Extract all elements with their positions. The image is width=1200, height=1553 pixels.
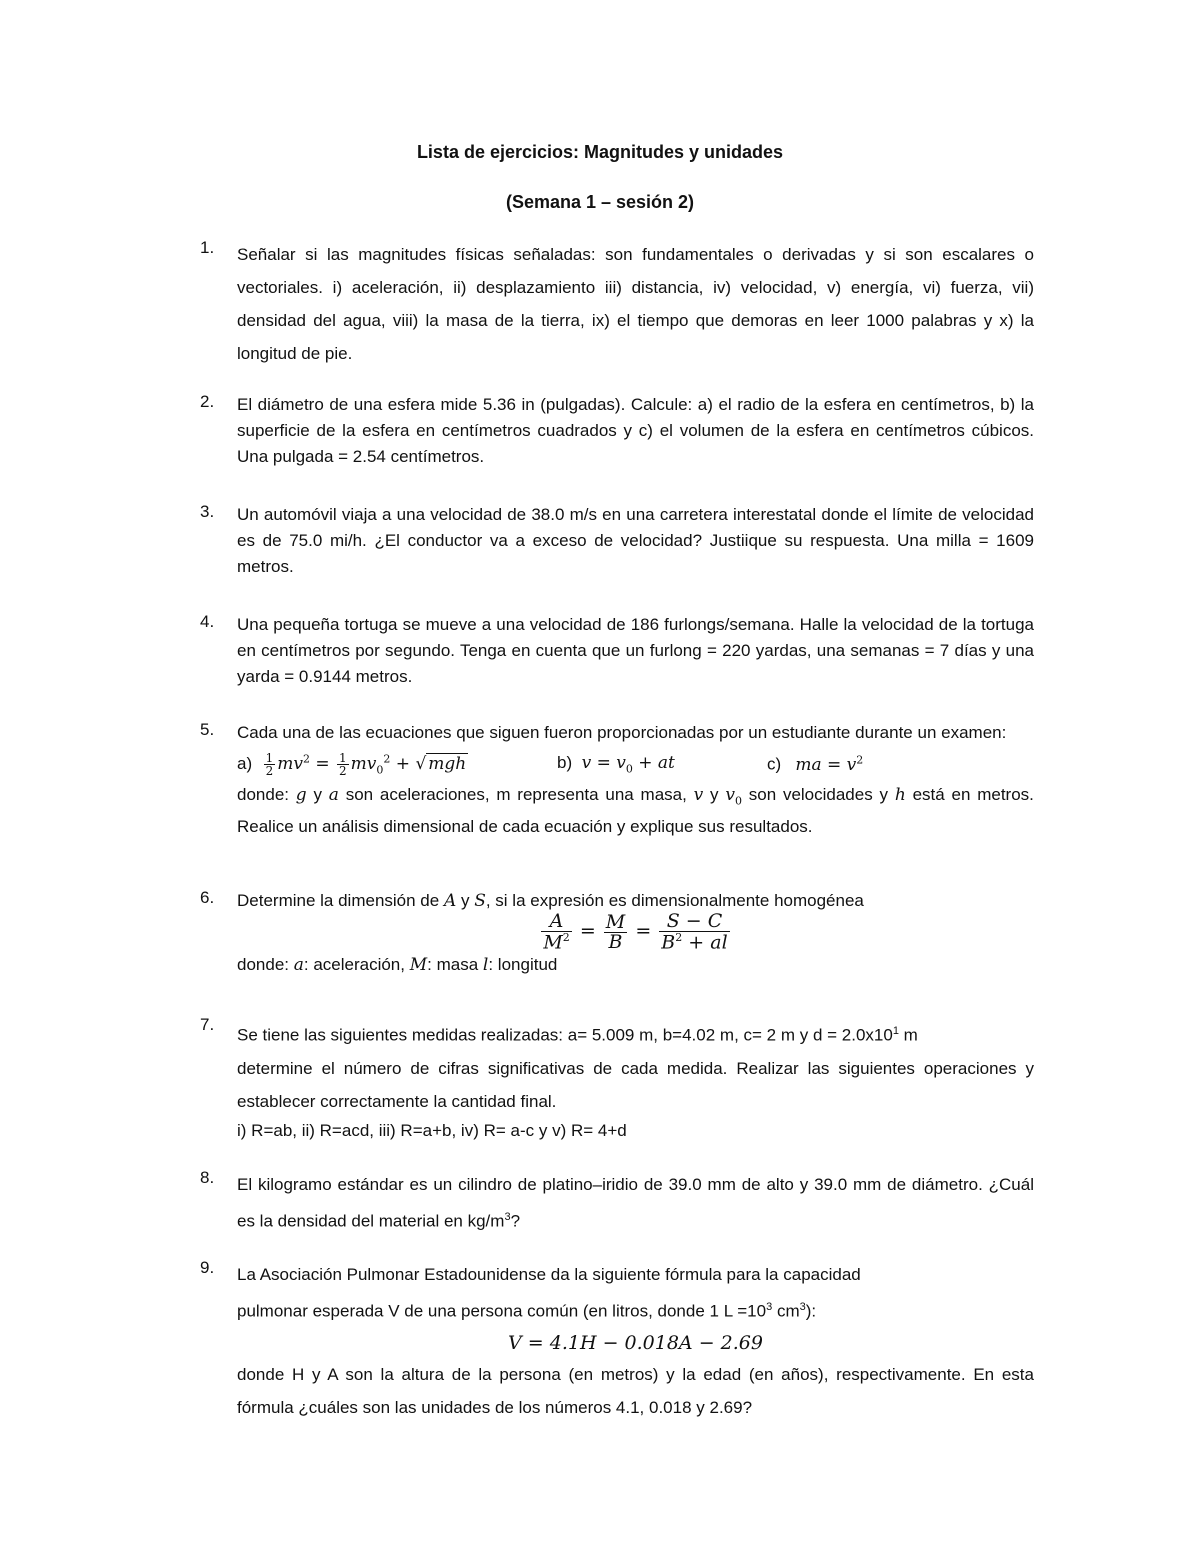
equation-b: b) $v = v_0$ + at xyxy=(557,752,675,776)
equation-label: b) xyxy=(557,752,573,772)
exercise-text: donde H y A son la altura de la persona (en metros) y la edad (en años), respectivamente. En esta fórmula ¿cuáles son las unidades de los números 4.1, 0.018 y 2.69? xyxy=(237,1364,1034,1417)
page-title: Lista de ejercicios: Magnitudes y unidades xyxy=(416,142,784,162)
page-subtitle: (Semana 1 – sesión 2) xyxy=(505,192,695,212)
measurements-line: Se tiene las siguientes medidas realizadas: a= 5.009 m, b=4.02 m, c= 2 m y $d = 2.0x10^1$ m xyxy=(237,1025,918,1045)
homogeneity-equation: $\frac{A}{M^2}$ = $\frac{M}{B}$ = $\frac{S - C}{B^2 + al}$ xyxy=(543,910,728,954)
exercise-9 xyxy=(200,1258,1034,1424)
equation-c: c) ma = $v^2$ xyxy=(767,753,864,775)
exercise-7 xyxy=(200,1015,1034,1144)
exercise-2 xyxy=(200,392,1034,470)
exercise-text: El kilogramo estándar es un cilindro de platino–iridio de 39.0 mm de alto y 39.0 mm de diámetro. ¿Cuál es la densidad del material en $kg/m^3$? xyxy=(237,1175,1034,1231)
equation-label: c) xyxy=(767,754,782,774)
exercise-number: 9. xyxy=(200,1258,215,1277)
equation-notes: donde: g y a son aceleraciones, m representa una masa, v y $v_0$ son velocidades y h está en metros. Realice un análisis dimensional de cada ecuación y explique sus resultados. xyxy=(237,785,1034,837)
exercise-3 xyxy=(200,502,1034,580)
exercise-8 xyxy=(200,1168,1034,1238)
exercise-number: 7. xyxy=(200,1015,215,1034)
exercise-text: Señalar si las magnitudes físicas señaladas: son fundamentales o derivadas y si son escalares o vectoriales. i) aceleración, ii) desplazamiento iii) distancia, iv) velocidad, v) energía, vi) fuerza, vii) densidad del agua, viii) la masa de la tierra, ix) el tiempo que demoras en leer 1000 palabras y x) la longitud de pie. xyxy=(237,245,1034,363)
lung-capacity-formula: V = 4.1H − 0.018A − 2.69 xyxy=(508,1331,763,1354)
exercise-text: El diámetro de una esfera mide 5.36 in (pulgadas). Calcule: a) el radio de la esfera en centímetros, b) la superficie de la esfera en centímetros cuadrados y c) el volumen de la esfera en centímetros cúbicos. Una pulgada = 2.54 centímetros. xyxy=(237,395,1034,466)
exercise-text: Una pequeña tortuga se mueve a una velocidad de 186 furlongs/semana. Halle la velocidad de la tortuga en centímetros por segundo. Tenga en cuenta que un furlong = 220 yardas, una semanas = 7 días y una yarda = 0.9144 metros. xyxy=(237,615,1034,686)
exercise-4 xyxy=(200,612,1034,690)
equation-label: a) xyxy=(237,753,253,773)
operations-line: i) R=ab, ii) R=acd, iii) R=a+b, iv) R= a-c y v) R= 4+d xyxy=(237,1120,627,1140)
exercise-number: 8. xyxy=(200,1168,215,1187)
equations-row xyxy=(237,746,1034,782)
exercise-text: La Asociación Pulmonar Estadounidense da la siguiente fórmula para la capacidad xyxy=(237,1265,861,1284)
exercise-number: 1. xyxy=(200,238,215,257)
exercise-5 xyxy=(200,720,1034,840)
exercise-6 xyxy=(200,888,1034,978)
variable-definitions: donde: a: aceleración, M: masa l: longitud xyxy=(237,955,558,976)
exercise-text: pulmonar esperada V de una persona común (en litros, donde 1 $L =10^3$ $cm^3$): xyxy=(237,1301,817,1321)
exercise-number: 6. xyxy=(200,888,215,907)
exercise-1 xyxy=(200,238,1034,370)
exercise-number: 2. xyxy=(200,392,215,411)
exercise-text: Un automóvil viaja a una velocidad de 38.0 m/s en una carretera interestatal donde el límite de velocidad es de 75.0 mi/h. ¿El conductor va a exceso de velocidad? Justiique su respuesta. Una milla = 1609 metros. xyxy=(237,505,1034,576)
exercise-text: Determine la dimensión de A y S, si la expresión es dimensionalmente homogénea xyxy=(237,891,864,911)
exercise-number: 3. xyxy=(200,502,215,521)
exercise-text: determine el número de cifras significativas de cada medida. Realizar las siguientes operaciones y establecer correctamente la cantidad final. xyxy=(237,1058,1034,1111)
exercise-number: 5. xyxy=(200,720,215,739)
exercise-number: 4. xyxy=(200,612,215,631)
equation-a: a) $\frac{1}{2}$ $mv^2$ = $\frac{1}{2}$ $mv_0^2$ + √ mgh xyxy=(237,750,467,778)
exercise-text: Cada una de las ecuaciones que siguen fueron proporcionadas por un estudiante durante un examen: xyxy=(237,723,1007,742)
